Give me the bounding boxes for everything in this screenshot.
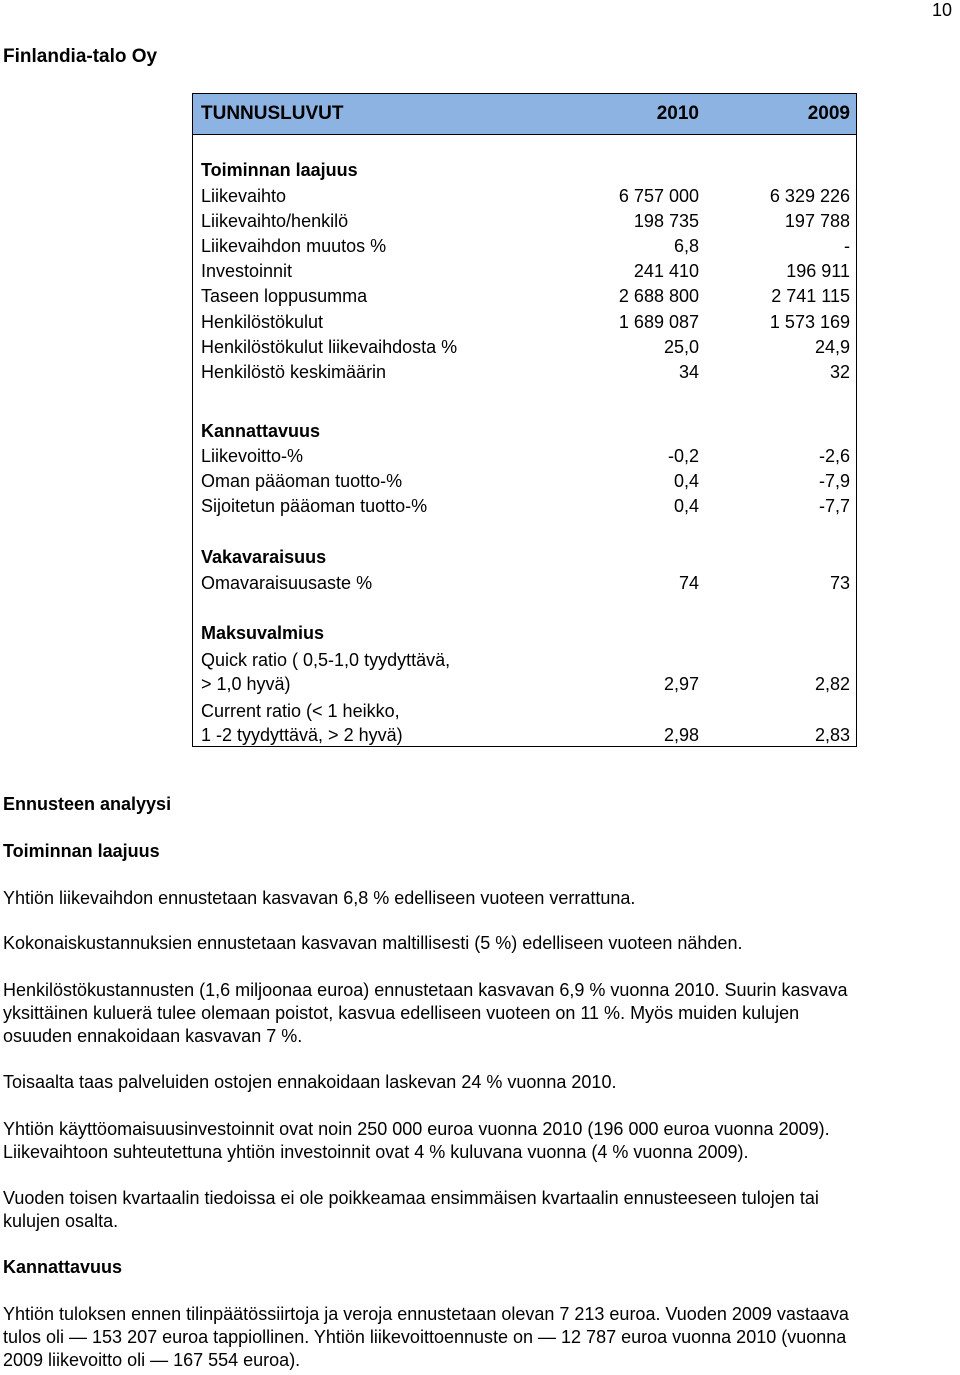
value-2009: -2,6 [818, 446, 850, 466]
row-label: Taseen loppusumma [201, 286, 368, 306]
value-2010: 6 757 000 [618, 186, 699, 206]
value-2009: 1 573 169 [769, 312, 850, 332]
row-label-line-2: > 1,0 hyvä) [201, 674, 291, 694]
table-row [193, 209, 856, 233]
table-row [193, 284, 856, 308]
row-label: Investoinnit [201, 261, 293, 281]
table-row [193, 310, 856, 334]
value-2009: 73 [829, 573, 850, 593]
table-section-heading [193, 621, 856, 645]
row-label: Kannattavuus [201, 421, 321, 441]
row-label: Henkilöstökulut liikevaihdosta % [201, 337, 458, 357]
value-2009: 196 911 [786, 261, 850, 281]
table-row [193, 494, 856, 518]
value-2009: 2 741 115 [771, 286, 850, 306]
table-row [193, 648, 856, 696]
paragraph-5-line-1: Yhtiön käyttöomaisuusinvestoinnit ovat noin 250 000 euroa vuonna 2010 (196 000 euroa vuonna 2009). [3, 1119, 830, 1139]
value-2009: 32 [829, 362, 850, 382]
value-2010: 6,8 [673, 236, 699, 256]
value-2010: 2,98 [663, 725, 699, 745]
value-2010: 198 735 [633, 211, 699, 231]
value-2010: 0,4 [673, 496, 699, 516]
table-row [193, 469, 856, 493]
header-label: TUNNUSLUVUT [201, 103, 344, 124]
paragraph-7-line-2: tulos oli — 153 207 euroa tappiollinen. Yhtiön liikevoittoennuste on — 12 787 euroa vuonna 2010 (vuonna [3, 1327, 847, 1347]
header-year-2010: 2010 [656, 103, 699, 124]
value-2009: 6 329 226 [769, 186, 850, 206]
value-2010: 74 [678, 573, 699, 593]
table-section-heading [193, 545, 856, 569]
table-row [193, 335, 856, 359]
table-section-heading [193, 158, 856, 182]
row-label: Liikevaihto/henkilö [201, 211, 349, 231]
page-number: 10 [931, 0, 952, 20]
section-heading-toiminnan-laajuus: Toiminnan laajuus [3, 841, 160, 861]
table-row [193, 571, 856, 595]
kpi-table-header [193, 94, 856, 135]
value-2010: 0,4 [673, 471, 699, 491]
row-label: Sijoitetun pääoman tuotto-% [201, 496, 428, 516]
row-label: Liikevaihto [201, 186, 287, 206]
table-row [193, 360, 856, 384]
row-label: Maksuvalmius [201, 623, 325, 643]
value-2010: -0,2 [667, 446, 699, 466]
table-row [193, 184, 856, 208]
table-row [193, 444, 856, 468]
value-2009: 24,9 [814, 337, 850, 357]
analysis-title: Ennusteen analyysi [3, 794, 172, 814]
value-2010: 2 688 800 [618, 286, 699, 306]
paragraph-2: Kokonaiskustannuksien ennustetaan kasvavan maltillisesti (5 %) edelliseen vuoteen nähden. [3, 933, 743, 953]
value-2009: - [844, 236, 850, 256]
row-label: Liikevaihdon muutos % [201, 236, 387, 256]
paragraph-4: Toisaalta taas palveluiden ostojen ennakoidaan laskevan 24 % vuonna 2010. [3, 1072, 617, 1092]
value-2009: 2,83 [814, 725, 850, 745]
paragraph-3-line-2: yksittäinen kuluerä tulee olemaan poistot, kasvua edelliseen vuoteen on 11 %. Myös muiden kulujen [3, 1003, 800, 1023]
value-2010: 34 [678, 362, 699, 382]
paragraph-7-line-3: 2009 liikevoitto oli — 167 554 euroa). [3, 1350, 301, 1370]
value-2010: 2,97 [663, 674, 699, 694]
table-section-heading [193, 419, 856, 443]
table-row [193, 259, 856, 283]
kpi-table [192, 93, 857, 747]
row-label: Omavaraisuusaste % [201, 573, 373, 593]
value-2009: 197 788 [784, 211, 850, 231]
value-2009: 2,82 [814, 674, 850, 694]
paragraph-3-line-1: Henkilöstökustannusten (1,6 miljoonaa euroa) ennustetaan kasvavan 6,9 % vuonna 2010. Suurin kasvava [3, 980, 848, 1000]
paragraph-1: Yhtiön liikevaihdon ennustetaan kasvavan 6,8 % edelliseen vuoteen verrattuna. [3, 888, 636, 908]
value-2010: 241 410 [633, 261, 699, 281]
company-name: Finlandia-talo Oy [3, 46, 158, 67]
table-row [193, 234, 856, 258]
row-label: Liikevoitto-% [201, 446, 304, 466]
value-2009: -7,7 [818, 496, 850, 516]
section-heading-kannattavuus: Kannattavuus [3, 1257, 123, 1277]
row-label-line-2: 1 -2 tyydyttävä, > 2 hyvä) [201, 725, 403, 745]
row-label: Current ratio (< 1 heikko, [201, 701, 400, 721]
row-label: Quick ratio ( 0,5-1,0 tyydyttävä, [201, 650, 451, 670]
value-2009: -7,9 [818, 471, 850, 491]
paragraph-5-line-2: Liikevaihtoon suhteutettuna yhtiön investoinnit ovat 4 % kuluvana vuonna (4 % vuonna 2009). [3, 1142, 749, 1162]
header-year-2009: 2009 [807, 103, 850, 124]
row-label: Vakavaraisuus [201, 547, 327, 567]
value-2010: 1 689 087 [618, 312, 699, 332]
paragraph-7-line-1: Yhtiön tuloksen ennen tilinpäätössiirtoja ja veroja ennustetaan olevan 7 213 euroa. Vuoden 2009 vastaava [3, 1304, 849, 1324]
paragraph-3-line-3: osuuden ennakoidaan kasvavan 7 %. [3, 1026, 303, 1046]
table-row [193, 699, 856, 747]
row-label: Henkilöstökulut [201, 312, 324, 332]
paragraph-6-line-2: kulujen osalta. [3, 1211, 119, 1231]
value-2010: 25,0 [663, 337, 699, 357]
row-label: Oman pääoman tuotto-% [201, 471, 403, 491]
row-label: Henkilöstö keskimäärin [201, 362, 387, 382]
row-label: Toiminnan laajuus [201, 160, 358, 180]
paragraph-6-line-1: Vuoden toisen kvartaalin tiedoissa ei ole poikkeamaa ensimmäisen kvartaalin ennusteeseen tulojen tai [3, 1188, 819, 1208]
